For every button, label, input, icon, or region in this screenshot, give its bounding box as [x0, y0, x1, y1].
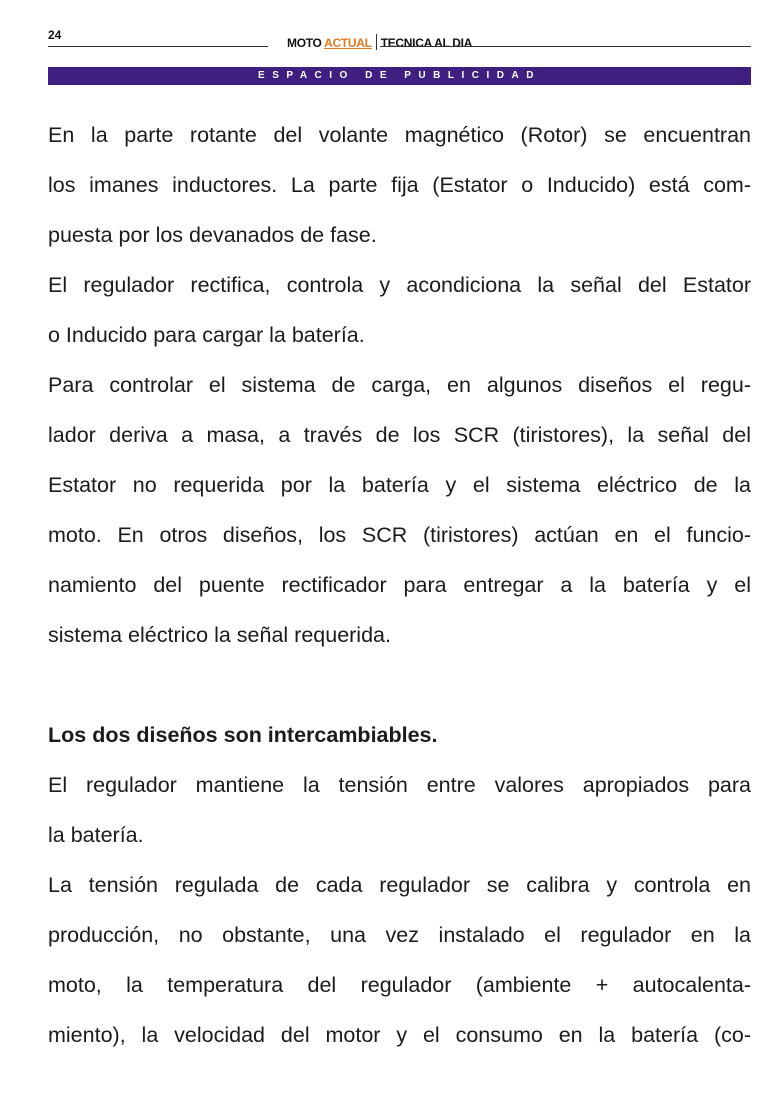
masthead-moto: MOTO [287, 36, 322, 50]
text-line: En la parte rotante del volante magnético (Rotor) se encuentran [48, 123, 751, 147]
masthead-section: TECNICA AL DIA [380, 36, 473, 50]
masthead-divider [376, 34, 377, 50]
ad-banner: ESPACIO DE PUBLICIDAD [48, 67, 751, 85]
masthead-actual: ACTUAL [324, 36, 372, 50]
text-line: lador deriva a masa, a través de los SCR (tiristores), la señal del [48, 423, 751, 447]
paragraph-1 [48, 110, 751, 260]
section-heading [48, 710, 751, 760]
paragraph-gap [48, 660, 751, 710]
page-number: 24 [48, 28, 62, 42]
header-rule-right [380, 46, 751, 47]
text-line: Estator no requerida por la batería y el sistema eléctrico de la [48, 473, 751, 497]
text-line: miento), la velocidad del motor y el consumo en la batería (co- [48, 1023, 751, 1047]
text-line: El regulador mantiene la tensión entre valores apropiados para [48, 773, 751, 797]
heading-text: Los dos diseños son intercambiables. [48, 723, 438, 747]
paragraph-4 [48, 760, 751, 860]
text-line: moto. En otros diseños, los SCR (tiristores) actúan en el funcio- [48, 523, 751, 547]
header-rule-left [48, 46, 268, 47]
text-line: La tensión regulada de cada regulador se calibra y controla en [48, 873, 751, 897]
text-line: la batería. [48, 823, 144, 847]
masthead [287, 34, 472, 50]
text-line: El regulador rectifica, controla y acondiciona la señal del Estator [48, 273, 751, 297]
article-body [48, 110, 751, 1060]
text-line: sistema eléctrico la señal requerida. [48, 623, 391, 647]
paragraph-2 [48, 260, 751, 360]
text-line: los imanes inductores. La parte fija (Estator o Inducido) está com- [48, 173, 751, 197]
text-line: producción, no obstante, una vez instalado el regulador en la [48, 923, 751, 947]
text-line: namiento del puente rectificador para entregar a la batería y el [48, 573, 751, 597]
text-line: o Inducido para cargar la batería. [48, 323, 365, 347]
text-line: Para controlar el sistema de carga, en algunos diseños el regu- [48, 373, 751, 397]
text-line: puesta por los devanados de fase. [48, 223, 377, 247]
paragraph-5 [48, 860, 751, 1060]
paragraph-3 [48, 360, 751, 660]
text-line: moto, la temperatura del regulador (ambiente + autocalenta- [48, 973, 751, 997]
